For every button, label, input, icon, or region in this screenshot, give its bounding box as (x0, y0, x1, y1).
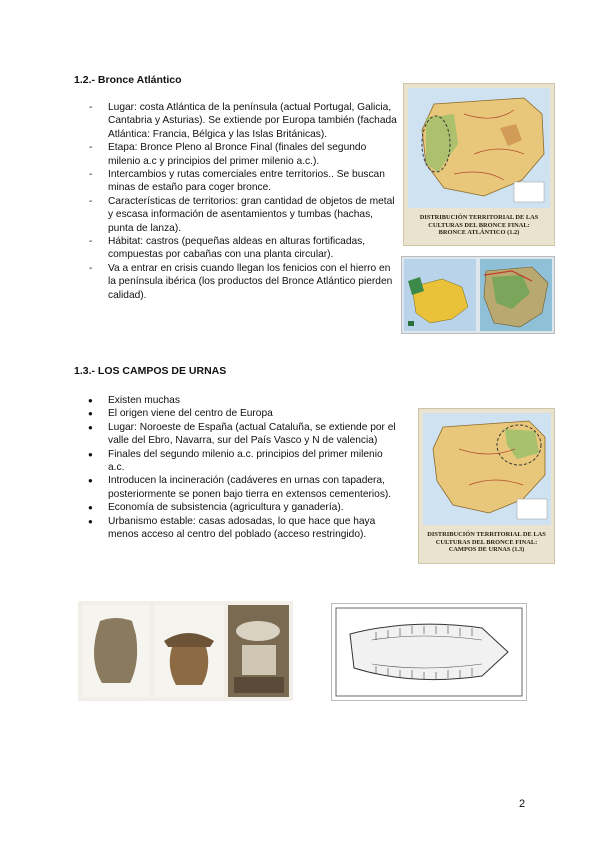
list-item: - Etapa: Bronce Pleno al Bronce Final (finales del segundo milenio a.c y principios del primer milenio a.c.). (88, 141, 400, 168)
list-item: ● Finales del segundo milenio a.c. principios del primer milenio a.c. (88, 448, 400, 475)
urns-photos (78, 601, 293, 701)
settlement-plan-drawing (332, 604, 526, 700)
caption-line: DISTRIBUCIÓN TERRITORIAL DE LAS (419, 214, 539, 221)
caption-line: CULTURAS DEL BRONCE FINAL: (435, 538, 538, 546)
caption-line: DISTRIBUCIÓN TERRITORIAL DE LAS (427, 531, 546, 538)
list-item: ● Urbanismo estable: casas adosadas, lo que hace que haya menos acceso al centro del poblado (acceso restringido). (88, 515, 400, 542)
list-item: ● Existen muchas (88, 394, 400, 407)
list-item: - Va a entrar en crisis cuando llegan los fenicios con el hierro en la península ibérica (los productos del Bronce Atlántico pierden calidad). (88, 262, 400, 302)
atlantic-maps-pair (401, 256, 555, 334)
atlantic-bronze-map-figure (403, 83, 555, 246)
list-item: ● Introducen la incineración (cadáveres en urnas con tapadera, posteriormente se ponen bajo tierra en extensos cementerios). (88, 474, 400, 501)
section-2-title: 1.3.- LOS CAMPOS DE URNAS (74, 365, 227, 377)
page-number: 2 (519, 798, 526, 810)
atlantic-bronze-map-caption (404, 214, 554, 237)
list-item: ● El origen viene del centro de Europa (88, 407, 400, 420)
urns-photo-strip (78, 601, 293, 701)
list-item: - Intercambios y rutas comerciales entre territorios.. Se buscan minas de estaño para coger bronce. (88, 168, 400, 195)
list-item: - Hábitat: castros (pequeñas aldeas en alturas fortificadas, compuestas por cabañas con una planta circular). (88, 235, 400, 262)
list-item: - Características de territorios: gran cantidad de objetos de metal y escasa información de asentamientos y tumbas (hachas, punta de lanza). (88, 195, 400, 235)
list-item: ● Lugar: Noroeste de España (actual Cataluña, se extiende por el valle del Ebro, Navarra, sur del País Vasco y N de valencia) (88, 421, 400, 448)
settlement-plan (331, 603, 527, 701)
atlantic-bronze-map (404, 84, 554, 212)
europe-and-iberia-maps (402, 257, 554, 333)
list-item: ● Economía de subsistencia (agricultura y ganadería). (88, 501, 400, 514)
caption-line: CAMPOS DE URNAS (1.3) (448, 546, 525, 554)
caption-line: CULTURAS DEL BRONCE FINAL: (428, 221, 530, 229)
urnfield-map-caption (419, 531, 554, 554)
list-item: - Lugar: costa Atlántica de la península (actual Portugal, Galicia, Cantabria y Asturias). Se extiende por Europa también (fachada Atlántica: Francia, Bélgica y las Islas Británicas). (88, 101, 400, 141)
section-1-title: 1.2.- Bronce Atlántico (74, 74, 182, 86)
urnfield-map-figure (418, 408, 555, 564)
section-1-list (88, 101, 400, 302)
section-2-list (88, 394, 400, 541)
urnfield-map (419, 409, 554, 529)
caption-line: BRONCE ATLÁNTICO (1.2) (438, 229, 520, 237)
